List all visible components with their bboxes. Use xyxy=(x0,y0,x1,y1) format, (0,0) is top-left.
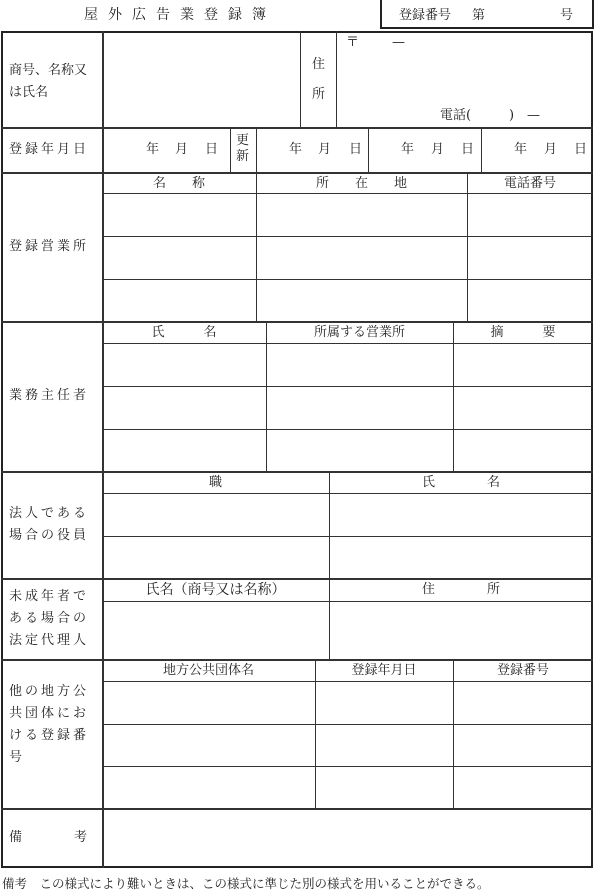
date-year: 年 xyxy=(146,142,160,157)
other-registrations-header-date: 登録年月日 xyxy=(351,663,417,678)
registration-number-dai: 第 xyxy=(472,8,486,23)
remarks-label: 備 考 xyxy=(9,830,88,845)
guardian-header-name: 氏名（商号又は名称） xyxy=(145,582,286,598)
officers-header-title: 職 xyxy=(208,475,222,490)
registration-date-label: 登録年月日 xyxy=(9,142,90,157)
registration-number-label: 登録番号 xyxy=(399,8,452,23)
renewal-date-month: 月 xyxy=(431,142,445,157)
renewal-date-year: 年 xyxy=(289,142,303,157)
offices-header-location: 所 在 地 xyxy=(315,176,407,191)
footnote: 備考 この様式により難いときは、この様式に準じた別の様式を用いることができる。 xyxy=(2,876,490,891)
renewal-date-day: 日 xyxy=(349,142,363,157)
renewal-date-month: 月 xyxy=(318,142,332,157)
officers-header-name: 氏 名 xyxy=(421,475,500,490)
managers-header-office: 所属する営業所 xyxy=(313,325,405,340)
phone-dash: — xyxy=(527,108,540,123)
other-registrations-header-government: 地方公共団体名 xyxy=(162,663,254,678)
phone-paren: ) xyxy=(509,108,515,123)
renewal-label-1: 更 xyxy=(236,133,250,148)
other-registrations-label: 他の地方公 共団体にお ける登録番 号 xyxy=(9,684,90,765)
renewal-date-month: 月 xyxy=(544,142,558,157)
date-month: 月 xyxy=(175,142,189,157)
renewal-date-day: 日 xyxy=(574,142,588,157)
managers-label: 業務主任者 xyxy=(9,388,90,403)
date-day: 日 xyxy=(205,142,219,157)
business-name-label: 商号、名称又 は氏名 xyxy=(9,63,88,100)
address-label-sho: 所 xyxy=(312,87,326,102)
registration-number-go: 号 xyxy=(560,8,574,23)
managers-header-summary: 摘 要 xyxy=(490,325,556,340)
renewal-date-year: 年 xyxy=(514,142,528,157)
renewal-date-day: 日 xyxy=(461,142,475,157)
postal-dash: — xyxy=(392,35,405,50)
guardian-header-address: 住 所 xyxy=(421,582,500,597)
offices-header-name: 名 称 xyxy=(152,176,205,191)
guardian-label: 未成年者で ある場合の 法定代理人 xyxy=(9,589,90,648)
address-label-ju: 住 xyxy=(312,57,326,72)
renewal-label-2: 新 xyxy=(236,149,250,164)
postal-mark: 〒 xyxy=(346,35,360,50)
other-registrations-header-number: 登録番号 xyxy=(496,663,549,678)
officers-label: 法人である 場合の役員 xyxy=(9,506,90,543)
offices-header-phone: 電話番号 xyxy=(503,176,556,191)
phone-label: 電話( xyxy=(440,108,472,123)
managers-header-name: 氏 名 xyxy=(151,325,217,340)
offices-label: 登録営業所 xyxy=(9,239,90,254)
renewal-date-year: 年 xyxy=(401,142,415,157)
register-title: 屋外広告業登録簿 xyxy=(84,7,276,23)
